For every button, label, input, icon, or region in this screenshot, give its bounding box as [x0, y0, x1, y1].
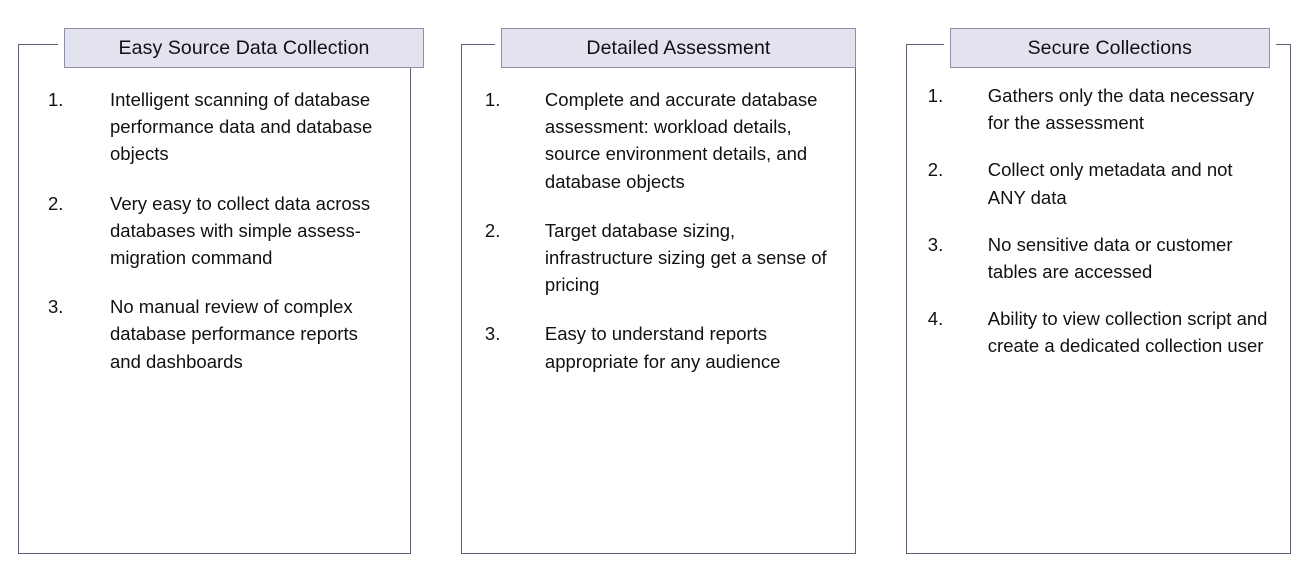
list-item-text: No sensitive data or customer tables are accessed [987, 233, 1233, 282]
list-item [928, 231, 1273, 285]
list-item-number: 1. [484, 89, 501, 110]
panel-easy-source-data-collection [18, 14, 411, 562]
list-item-text: Ability to view collection script and create a dedicated collection user [987, 308, 1268, 357]
panel-secure-collections [906, 14, 1291, 562]
list-item-number: 1. [48, 89, 64, 110]
list-item [928, 156, 1273, 210]
list-item-text: Target database sizing, infrastructure sizing get a sense of pricing [544, 219, 827, 296]
list-item-text: No manual review of complex database performance reports and dashboards [110, 296, 358, 372]
panel-body-2 [461, 86, 856, 550]
list-item-number: 1. [927, 85, 944, 106]
list-item-text: Intelligent scanning of database performance data and database objects [110, 89, 373, 165]
list-item-text: Complete and accurate database assessment: workload details, source environment details, and database objects [544, 89, 818, 192]
list-item [485, 217, 832, 299]
list-item-number: 3. [48, 296, 64, 318]
list-item-text: Gathers only the data necessary for the assessment [987, 85, 1255, 134]
list-item [48, 293, 393, 375]
list-item-number: 4. [927, 308, 944, 330]
list-item [928, 82, 1273, 136]
panel-list-1 [48, 86, 393, 375]
list-item [48, 190, 393, 272]
list-item [48, 86, 393, 168]
panel-title-2: Detailed Assessment [501, 28, 856, 68]
panel-title-3: Secure Collections [950, 28, 1270, 68]
panel-body-1 [18, 86, 411, 550]
list-item-number: 2. [927, 159, 944, 181]
list-item [928, 305, 1273, 359]
list-item-number: 2. [48, 192, 64, 214]
panel-detailed-assessment [461, 14, 856, 562]
panel-title-1: Easy Source Data Collection [64, 28, 424, 68]
list-item-text: Easy to understand reports appropriate for any audience [544, 323, 781, 372]
panel-body-3 [906, 82, 1291, 550]
list-item-text: Collect only metadata and not ANY data [987, 159, 1233, 208]
panel-list-2 [485, 86, 832, 375]
list-item-number: 3. [927, 233, 944, 255]
list-item-text: Very easy to collect data across databases with simple assess-migration command [110, 192, 371, 268]
list-item-number: 3. [484, 323, 501, 345]
list-item [485, 86, 832, 195]
panel-list-3 [928, 82, 1273, 360]
list-item-number: 2. [484, 219, 501, 241]
list-item [485, 320, 832, 374]
